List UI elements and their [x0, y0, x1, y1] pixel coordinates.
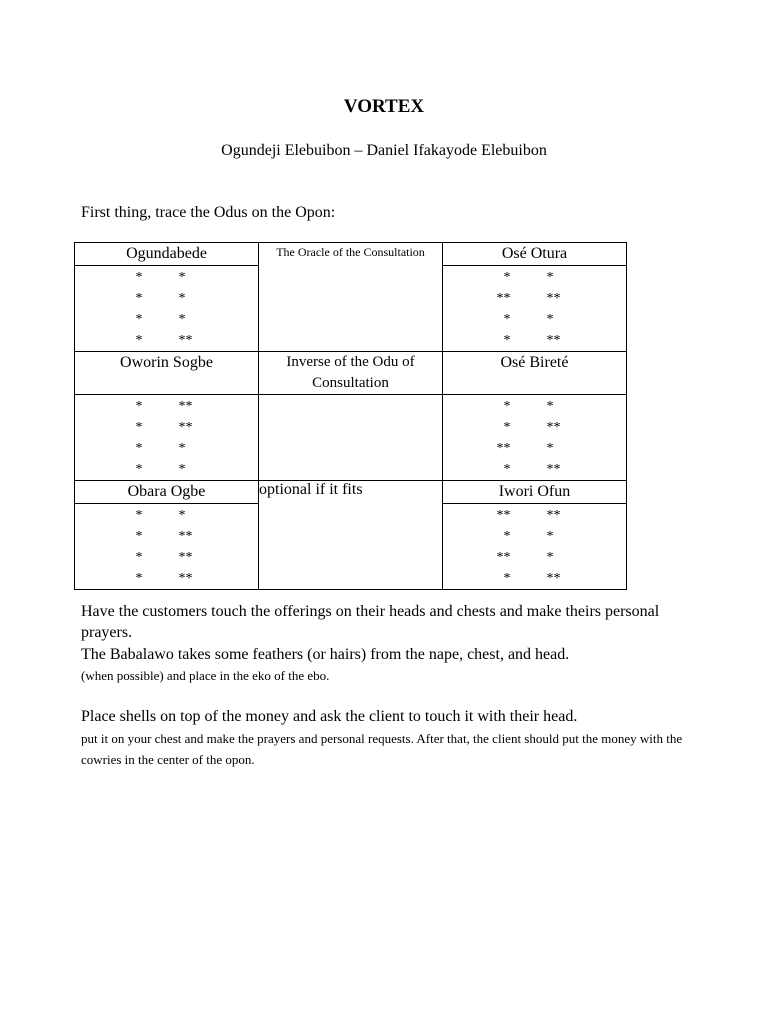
odu-mark-right: * [546, 399, 554, 414]
odu-name-ose-otura: Osé Otura [443, 243, 627, 266]
odu-mark-left: * [135, 441, 143, 456]
odu-mark-row [75, 396, 258, 417]
odu-mark-left: * [135, 550, 143, 565]
odu-mark-rows [75, 266, 258, 351]
odu-mark-left: * [503, 571, 511, 586]
odu-mark-row [75, 288, 258, 309]
odu-mark-left: * [135, 571, 143, 586]
empty-cell [259, 395, 443, 481]
odu-mark-left: ** [496, 550, 511, 565]
odu-mark-right: ** [178, 529, 193, 544]
odu-mark-row [75, 526, 258, 547]
odu-mark-right: * [546, 312, 554, 327]
odu-mark-row [75, 438, 258, 459]
odu-mark-row [443, 438, 626, 459]
odu-mark-left: * [503, 420, 511, 435]
odu-mark-right: * [178, 462, 186, 477]
odu-mark-right: ** [178, 333, 193, 348]
odu-name-ogundabede: Ogundabede [75, 243, 259, 266]
odu-marks-oworin-sogbe [75, 395, 259, 481]
odu-mark-right: ** [178, 571, 193, 586]
odu-mark-right: ** [546, 462, 561, 477]
oracle-label: The Oracle of the Consultation [259, 243, 443, 352]
odu-mark-right: * [178, 441, 186, 456]
odu-mark-row [75, 505, 258, 526]
odu-mark-left: * [503, 399, 511, 414]
paragraph-offerings: Have the customers touch the offerings on their heads and chests and make theirs personal prayers. [81, 603, 660, 641]
odu-mark-row [75, 267, 258, 288]
odu-mark-left: * [135, 270, 143, 285]
odu-mark-rows [75, 504, 258, 589]
odu-mark-row [443, 526, 626, 547]
authors-line: Ogundeji Elebuibon – Daniel Ifakayode Elebuibon [221, 142, 547, 159]
odu-mark-right: * [546, 550, 554, 565]
odu-mark-right: ** [546, 291, 561, 306]
odu-mark-row [443, 568, 626, 589]
odu-mark-left: ** [496, 508, 511, 523]
odu-mark-left: ** [496, 291, 511, 306]
odu-mark-right: ** [546, 420, 561, 435]
odu-mark-left: * [503, 312, 511, 327]
odu-mark-row [75, 547, 258, 568]
inverse-label [259, 352, 443, 395]
odu-mark-row [443, 309, 626, 330]
odu-mark-right: ** [178, 420, 193, 435]
odu-mark-left: * [135, 462, 143, 477]
odu-mark-row [443, 505, 626, 526]
odu-mark-right: ** [546, 333, 561, 348]
odu-name-obara-ogbe: Obara Ogbe [75, 481, 259, 504]
odu-mark-right: ** [546, 571, 561, 586]
odu-mark-left: * [503, 333, 511, 348]
odu-mark-right: * [178, 508, 186, 523]
odu-mark-right: ** [546, 508, 561, 523]
odu-mark-right: ** [178, 550, 193, 565]
odu-table [74, 242, 627, 590]
odu-mark-right: * [178, 312, 186, 327]
odu-mark-row [75, 417, 258, 438]
odu-mark-rows [443, 266, 626, 351]
odu-mark-left: * [503, 529, 511, 544]
odu-mark-row [75, 459, 258, 480]
odu-mark-row [443, 330, 626, 351]
inverse-label-line1: Inverse of the Odu of [286, 354, 415, 370]
odu-marks-iwori-ofun [443, 504, 627, 590]
document-title: VORTEX [343, 96, 425, 117]
odu-name-iwori-ofun: Iwori Ofun [443, 481, 627, 504]
odu-marks-ose-otura [443, 266, 627, 352]
odu-mark-left: * [135, 529, 143, 544]
odu-mark-row [443, 417, 626, 438]
odu-mark-right: * [178, 291, 186, 306]
odu-mark-row [443, 267, 626, 288]
odu-mark-row [443, 547, 626, 568]
odu-mark-right: ** [178, 399, 193, 414]
odu-mark-row [75, 309, 258, 330]
odu-mark-rows [443, 395, 626, 480]
odu-marks-obara-ogbe [75, 504, 259, 590]
odu-name-ose-birete: Osé Bireté [443, 352, 627, 395]
paragraph-money: put it on your chest and make the prayers and personal requests. After that, the client should put the money with the cowries in the center of the opon. [81, 731, 683, 767]
odu-mark-left: * [135, 333, 143, 348]
odu-mark-rows [443, 504, 626, 589]
odu-mark-right: * [178, 270, 186, 285]
inverse-label-line2: Consultation [312, 375, 389, 391]
odu-mark-left: * [135, 420, 143, 435]
odu-mark-right: * [546, 270, 554, 285]
odu-mark-left: * [503, 270, 511, 285]
odu-name-oworin-sogbe: Oworin Sogbe [75, 352, 259, 395]
odu-mark-rows [75, 395, 258, 480]
odu-mark-row [443, 459, 626, 480]
paragraph-feathers: The Babalawo takes some feathers (or hairs) from the nape, chest, and head. [81, 646, 570, 663]
odu-mark-row [443, 288, 626, 309]
odu-mark-right: * [546, 441, 554, 456]
odu-mark-row [75, 330, 258, 351]
odu-marks-ose-birete [443, 395, 627, 481]
odu-mark-row [443, 396, 626, 417]
odu-mark-row [75, 568, 258, 589]
odu-mark-left: ** [496, 441, 511, 456]
odu-mark-left: * [503, 462, 511, 477]
odu-mark-left: * [135, 508, 143, 523]
odu-mark-left: * [135, 291, 143, 306]
odu-mark-right: * [546, 529, 554, 544]
odu-mark-left: * [135, 399, 143, 414]
paragraph-shells: Place shells on top of the money and ask the client to touch it with their head. [81, 708, 578, 725]
intro-text: First thing, trace the Odus on the Opon: [81, 204, 336, 221]
odu-marks-ogundabede [75, 266, 259, 352]
odu-mark-left: * [135, 312, 143, 327]
paragraph-eko: (when possible) and place in the eko of the ebo. [81, 668, 330, 683]
optional-label: optional if it fits [259, 481, 443, 590]
